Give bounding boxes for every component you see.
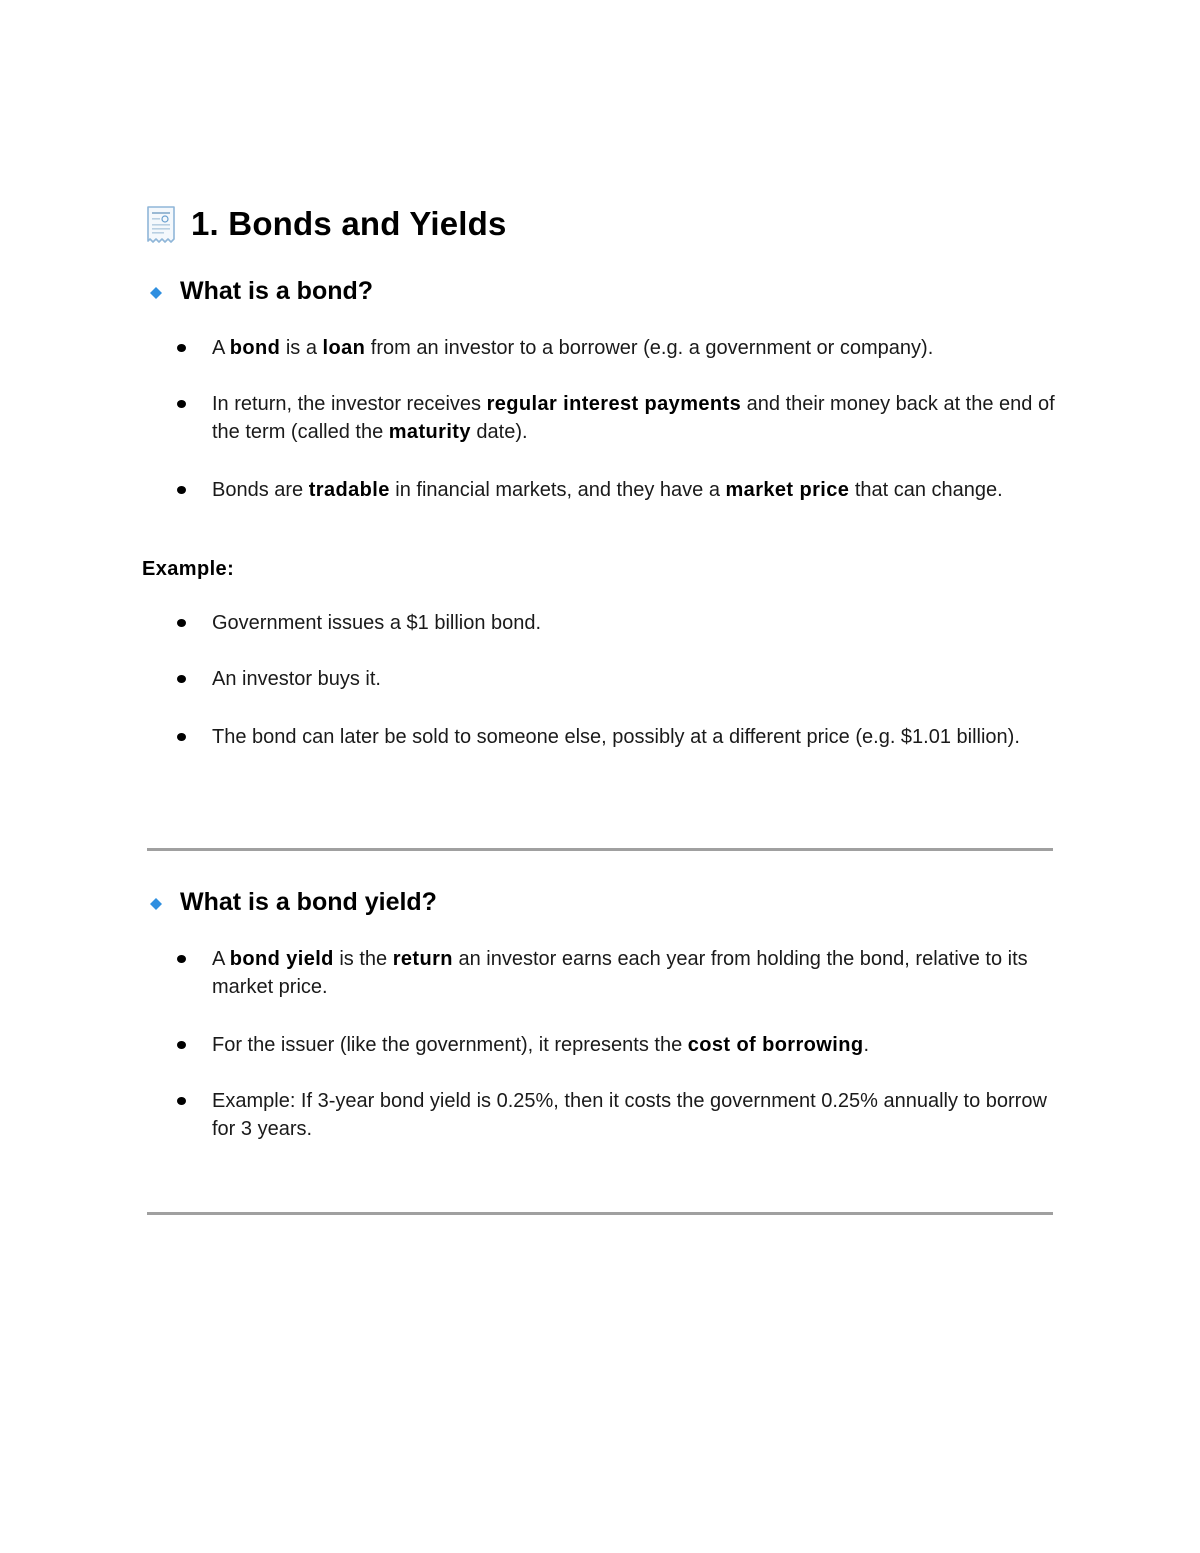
list-item [177, 609, 1072, 637]
horizontal-divider [147, 1212, 1053, 1215]
bullet-icon [177, 675, 186, 683]
list-item-text: A bond is a loan from an investor to a borrower (e.g. a government or company). [212, 337, 934, 359]
bullet-icon [177, 955, 186, 963]
list-item [177, 723, 1072, 751]
section-heading-bond [150, 277, 373, 306]
list-item-text: Bonds are tradable in financial markets, and they have a market price that can change. [212, 479, 1003, 501]
list-item [177, 476, 1072, 504]
blue-diamond-icon [150, 286, 162, 298]
list-item-text: For the issuer (like the government), it represents the cost of borrowing. [212, 1034, 870, 1056]
list-item-text: The bond can later be sold to someone else, possibly at a different price (e.g. $1.01 billion). [212, 726, 1020, 748]
bold-term: regular interest payments [486, 393, 742, 415]
bold-term: tradable [308, 479, 390, 501]
bold-term: market price [725, 479, 850, 501]
list-item-text: An investor buys it. [212, 668, 381, 690]
list-item-text: In return, the investor receives regular interest payments and their money back at the end of the term (called the maturity date). [212, 393, 1055, 443]
bullet-icon [177, 344, 186, 352]
list-item [177, 1087, 1072, 1143]
bullet-icon [177, 486, 186, 494]
list-item-text: Government issues a $1 billion bond. [212, 612, 542, 634]
bold-term: cost of borrowing [687, 1034, 864, 1056]
bold-term: return [392, 948, 453, 970]
bullet-icon [177, 733, 186, 741]
list-item [177, 665, 1072, 693]
section-heading-bond-yield [150, 888, 437, 917]
bold-term: maturity [388, 421, 471, 443]
section-heading-text: What is a bond? [180, 277, 374, 305]
horizontal-divider [147, 848, 1053, 851]
example-label: Example: [142, 558, 235, 580]
bullet-icon [177, 1097, 186, 1105]
section-heading-text: What is a bond yield? [180, 888, 437, 916]
bold-term: bond yield [229, 948, 334, 970]
receipt-icon [143, 204, 179, 244]
list-item [177, 1031, 1072, 1059]
list-item-text: A bond yield is the return an investor earns each year from holding the bond, relative to its market price. [212, 948, 1028, 998]
list-item-text: Example: If 3-year bond yield is 0.25%, then it costs the government 0.25% annually to borrow for 3 years. [212, 1090, 1047, 1140]
page-title [143, 202, 507, 246]
bullet-icon [177, 1041, 186, 1049]
list-item [177, 334, 1072, 362]
bold-term: loan [322, 337, 366, 359]
bullet-icon [177, 400, 186, 408]
bold-term: bond [229, 337, 281, 359]
blue-diamond-icon [150, 897, 162, 909]
page-title-text: 1. Bonds and Yields [191, 205, 507, 242]
list-item [177, 945, 1072, 1001]
list-item [177, 390, 1072, 446]
bullet-icon [177, 619, 186, 627]
